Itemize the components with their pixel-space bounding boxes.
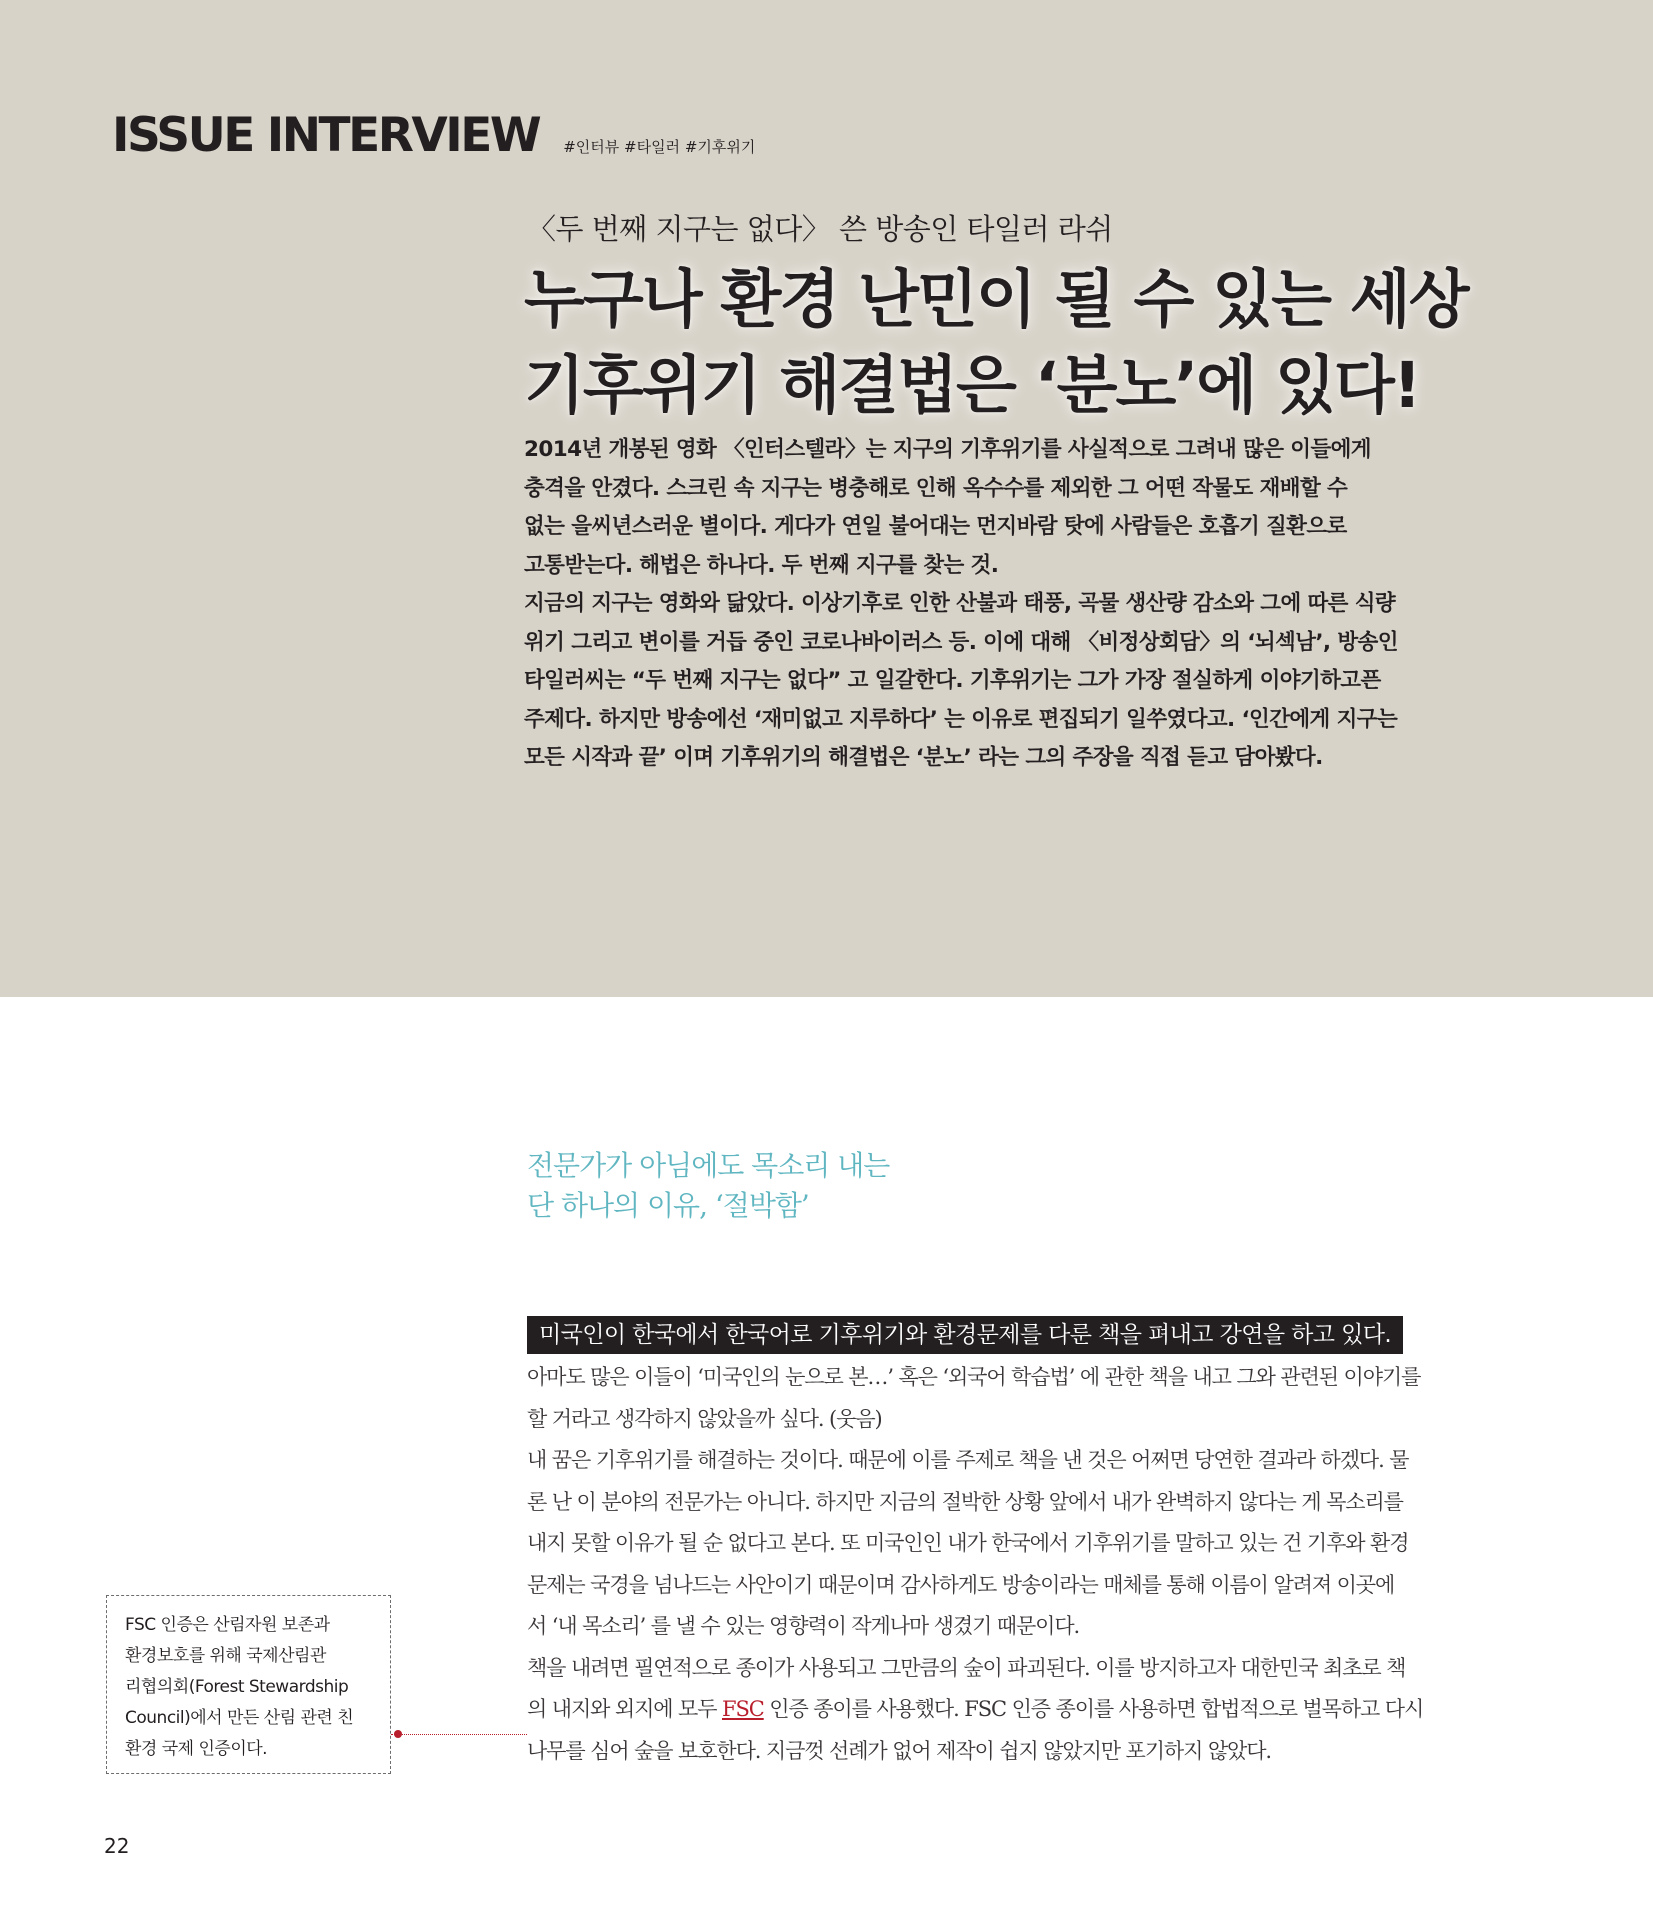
- lead-paragraph: [524, 431, 1474, 778]
- lead-line: 주제다. 하지만 방송에선 ‘재미없고 지루하다’ 는 이유로 편집되기 일쑤였다고. ‘인간에게 지구는: [524, 706, 1398, 732]
- article-kicker: 〈두 번째 지구는 없다〉 쓴 방송인 타일러 라쉬: [527, 212, 1113, 246]
- section-hashtags: #인터뷰 #타일러 #기후위기: [563, 138, 756, 156]
- answer-text: 인증 종이를 사용했다. FSC 인증 종이를 사용하면 합법적으로 벌목하고 다시: [763, 1697, 1424, 1721]
- sidenote-leader-dot: [394, 1730, 402, 1738]
- answer-line: 내 꿈은 기후위기를 해결하는 것이다. 때문에 이를 주제로 책을 낸 것은 어쩌면 당연한 결과라 하겠다. 물: [527, 1448, 1409, 1472]
- sidenote-line: FSC 인증은 산림자원 보존과: [125, 1615, 330, 1635]
- lead-line: 지금의 지구는 영화와 닮았다. 이상기후로 인한 산불과 태풍, 곡물 생산량 감소와 그에 따른 식량: [524, 591, 1396, 616]
- fsc-sidenote-box: [106, 1595, 391, 1774]
- answer-line: 아마도 많은 이들이 ‘미국인의 눈으로 본…’ 혹은 ‘외국어 학습법’ 에 관한 책을 내고 그와 관련된 이야기를: [527, 1365, 1421, 1389]
- answer-line-fsc: [527, 1689, 1527, 1731]
- answer-line: 내지 못할 이유가 될 순 없다고 본다. 또 미국인인 내가 한국에서 기후위기를 말하고 있는 건 기후와 환경: [527, 1531, 1409, 1555]
- lead-line: 위기 그리고 변이를 거듭 중인 코로나바이러스 등. 이에 대해 〈비정상회담〉의 ‘뇌섹남’, 방송인: [524, 629, 1398, 655]
- section-title: ISSUE INTERVIEW: [112, 108, 540, 163]
- answer-line: 론 난 이 분야의 전문가는 아니다. 하지만 지금의 절박한 상황 앞에서 내가 완벽하지 않다는 게 목소리를: [527, 1489, 1403, 1514]
- subhead-line: 단 하나의 이유, ‘절박함’: [527, 1189, 809, 1222]
- section-label: [112, 108, 756, 163]
- headline-line: 기후위기 해결법은 ‘분노’에 있다!: [524, 349, 1420, 422]
- lead-line: 없는 을씨년스러운 별이다. 게다가 연일 불어대는 먼지바람 탓에 사람들은 호흡기 질환으로: [524, 514, 1347, 539]
- lead-line: 모든 시작과 끝’ 이며 기후위기의 해결법은 ‘분노’ 라는 그의 주장을 직접 듣고 담아봤다.: [524, 745, 1323, 770]
- lead-line: 충격을 안겼다. 스크린 속 지구는 병충해로 인해 옥수수를 제외한 그 어떤 작물도 재배할 수: [524, 475, 1348, 501]
- lead-line: 2014년 개봉된 영화 〈인터스텔라〉는 지구의 기후위기를 사실적으로 그려내 많은 이들에게: [524, 437, 1371, 462]
- answer-line: 책을 내려면 필연적으로 종이가 사용되고 그만큼의 숲이 파괴된다. 이를 방지하고자 대한민국 최초로 책: [527, 1655, 1406, 1680]
- subhead-line: 전문가가 아님에도 목소리 내는: [527, 1149, 890, 1182]
- sidenote-line: 리협의회(Forest Stewardship: [125, 1677, 349, 1697]
- headline-line: 누구나 환경 난민이 될 수 있는 세상: [524, 263, 1468, 336]
- page-number: 22: [104, 1834, 130, 1858]
- interview-answer: [527, 1357, 1527, 1772]
- lead-line: 고통받는다. 해법은 하나다. 두 번째 지구를 찾는 것.: [524, 552, 999, 578]
- article-headline: [524, 257, 1634, 429]
- answer-line: 문제는 국경을 넘나드는 사안이기 때문이며 감사하게도 방송이라는 매체를 통해 이름이 알려져 이곳에: [527, 1572, 1395, 1597]
- sidenote-line: 환경보호를 위해 국제산림관: [125, 1646, 326, 1666]
- sidenote-line: 환경 국제 인증이다.: [125, 1739, 268, 1759]
- fsc-footnote-mark: FSC: [721, 1697, 764, 1721]
- lead-line: 타일러씨는 “두 번째 지구는 없다” 고 일갈한다. 기후위기는 그가 가장 절실하게 이야기하고픈: [524, 668, 1381, 693]
- answer-line: 서 ‘내 목소리’ 를 낼 수 있는 영향력이 작게나마 생겼기 때문이다.: [527, 1614, 1080, 1638]
- answer-line: 할 거라고 생각하지 않았을까 싶다. (웃음): [527, 1406, 882, 1431]
- answer-text: 의 내지와 외지에 모두: [527, 1697, 722, 1721]
- interview-question: 미국인이 한국에서 한국어로 기후위기와 환경문제를 다룬 책을 펴내고 강연을 하고 있다.: [527, 1316, 1403, 1354]
- sidenote-leader-line: [391, 1734, 527, 1735]
- section-subheading: [527, 1146, 889, 1226]
- answer-line: 나무를 심어 숲을 보호한다. 지금껏 선례가 없어 제작이 쉽지 않았지만 포기하지 않았다.: [527, 1738, 1271, 1763]
- sidenote-line: Council)에서 만든 산림 관련 친: [125, 1708, 354, 1728]
